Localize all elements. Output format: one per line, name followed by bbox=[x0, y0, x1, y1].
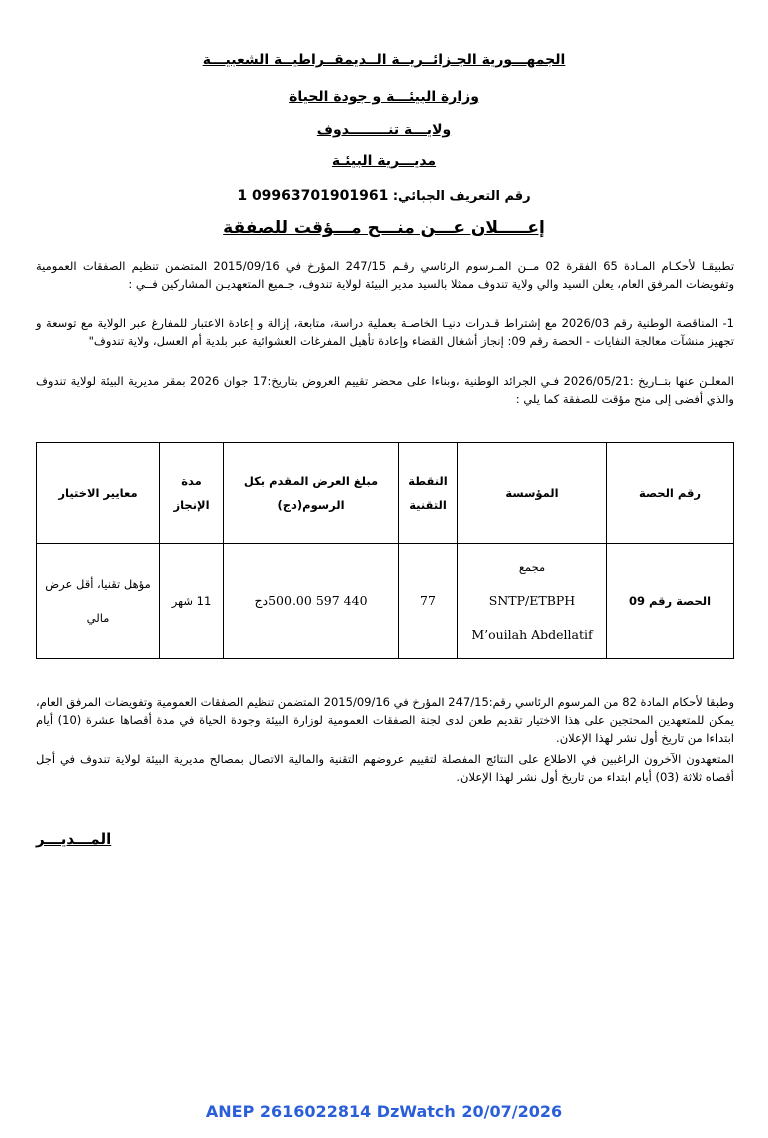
announcement-title: إعـــــلان عـــن منـــح مـــؤقت للصفقة bbox=[223, 218, 545, 238]
header-lot: رقم الحصة bbox=[607, 443, 734, 544]
company-person: M’ouilah Abdellatif bbox=[471, 627, 593, 642]
award-table bbox=[36, 442, 734, 659]
ministry-heading: وزارة البيئـــة و جودة الحياة bbox=[289, 89, 479, 105]
wilaya-heading: ولايـــة تنــــــــدوف bbox=[316, 122, 452, 138]
republic-heading: الجمهـــورية الجـزائــريــة الــديمقــراطيــة الشعبيـــة bbox=[202, 52, 566, 68]
footer-reference: ANEP 2616022814 DzWatch 20/07/2026 bbox=[205, 1102, 563, 1121]
cell-amount: 440 597 500.00دج bbox=[224, 544, 399, 659]
header-criteria: معايير الاختيار bbox=[37, 443, 160, 544]
tax-id-line bbox=[0, 188, 768, 204]
header-score: النقطة التقنية bbox=[399, 443, 458, 544]
header-company: المؤسسة bbox=[458, 443, 607, 544]
tax-id-label: رقم التعريف الجبائي: bbox=[392, 189, 531, 204]
evaluation-paragraph: المعلـن عنها بتــاريخ :2026/05/21 فـي الجرائد الوطنية ،وبناءا على محضر تقييم العروض بتاريخ:17 جوان 2026 بمقر مديرية البيئة لولاية تندوف والذي أفضى إلى منح مؤقت للصفقة كما يلي : bbox=[36, 374, 734, 406]
cell-score: 77 bbox=[399, 544, 458, 659]
results-paragraph: المتعهدون الآخرون الراغبين في الاطلاع على النتائج المفصلة لتقييم عروضهم التقنية والمالية الاتصال بمصالح مديرية البيئة لولاية تندوف في أجل أقصاه ثلاثة (03) أيام ابتداء من تاريخ أول نشر لهذا الإعلان. bbox=[36, 752, 734, 784]
header-amount: مبلغ العرض المقدم بكل الرسوم(دج) bbox=[224, 443, 399, 544]
cell-duration: 11 شهر bbox=[160, 544, 224, 659]
cell-criteria: مؤهل تقنيا، أقل عرض مالي bbox=[37, 544, 160, 659]
directorate-heading: مديـــرية البيئـة bbox=[331, 153, 437, 169]
company-name: SNTP/ETBPH bbox=[488, 593, 576, 608]
tender-paragraph: 1- المناقصة الوطنية رقم 2026/03 مع إشتراط قـدرات دنيـا الخاصـة بعملية دراسة، متابعة، إزالة و إعادة الاعتبار للمفارغ عبر الولاية مع توسعة و تجهيز منشآت معالجة النفايات - الحصة رقم 09: إنجاز أشغال القضاء وإعادة تأهيل المفرغات العشوائية عبر بلدية أم العسل، ولاية تندوف" bbox=[36, 316, 734, 348]
table-header-row bbox=[37, 443, 734, 544]
director-signature: المـــديـــر bbox=[36, 830, 112, 848]
header-duration: مدة الإنجاز bbox=[160, 443, 224, 544]
intro-paragraph: تطبيقـا لأحكـام المـادة 65 الفقرة 02 مــن المـرسوم الرئاسي رقـم 247/15 المؤرخ في 2015/09/16 المتضمن تنظيم الصفقات العمومية وتفويضات المرفق العام، يعلن السيد والي ولاية تندوف ممثلا بالسيد مدير البيئة لولاية تندوف، جـميع المتعهديـن المشاركين فــي : bbox=[36, 259, 735, 291]
company-group: مجمع bbox=[518, 560, 546, 574]
tax-id-value: 09963701901961 1 bbox=[237, 188, 389, 204]
table-row bbox=[37, 544, 734, 659]
cell-lot: الحصة رقم 09 bbox=[607, 544, 734, 659]
appeal-paragraph: وطبقا لأحكام المادة 82 من المرسوم الرئاسي رقم:247/15 المؤرخ في 2015/09/16 المتضمن تنظيم الصفقات العمومية وتفويضات المرفق العام، يمكن للمتعهدين المحتجين على هذا الاختيار تقديم طعن لدى لجنة الصفقات العمومية لوزارة البيئة وجودة الحياة في مدة أقصاها عشرة (10) أيام ابتداءا من تاريخ أول نشر لهذا الإعلان. bbox=[36, 695, 734, 745]
cell-company bbox=[458, 544, 607, 659]
